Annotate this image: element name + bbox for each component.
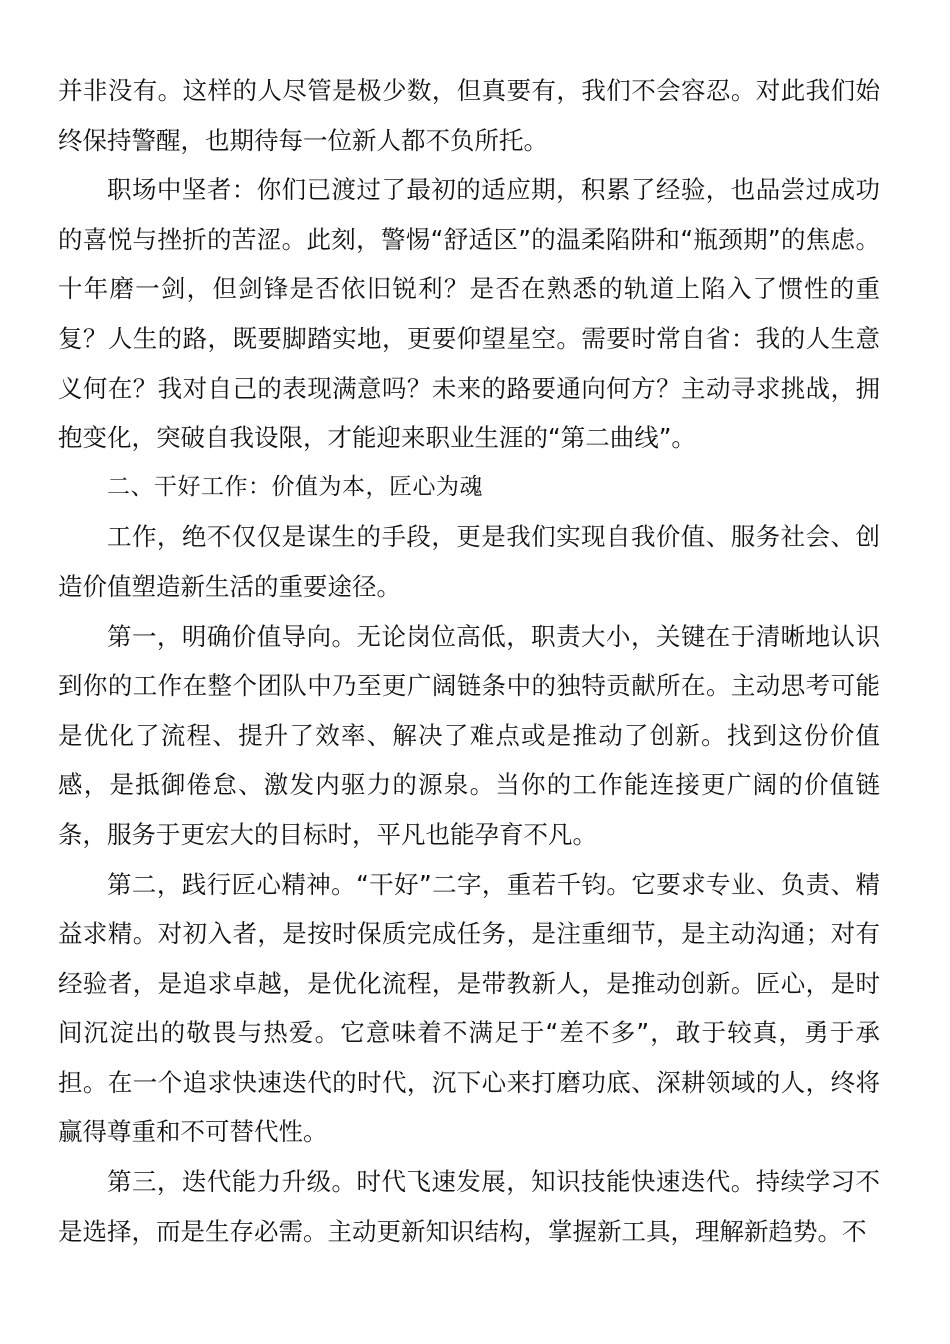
paragraph-work-meaning: 工作，绝不仅仅是谋生的手段，更是我们实现自我价值、服务社会、创造价值塑造新生活的重要途径。	[58, 522, 880, 601]
section-heading: 二、干好工作：价值为本，匠心为魂	[107, 473, 483, 500]
paragraph-point-two: 第二，践行匠心精神。“干好”二字，重若千钧。它要求专业、负责、精益求精。对初入者，是按时保质完成任务，是注重细节，是主动沟通；对有经验者，是追求卓越，是优化流程，是带教新人，是推动创新。匠心，是时间沉淀出的敬畏与热爱。它意味着不满足于“差不多”，敢于较真，勇于承担。在一个追求快速迭代的时代，沉下心来打磨功底、深耕领域的人，终将赢得尊重和不可替代性。	[58, 869, 880, 1147]
paragraph-mid-career: 职场中坚者：你们已渡过了最初的适应期，积累了经验，也品尝过成功的喜悦与挫折的苦涩。此刻，警惕“舒适区”的温柔陷阱和“瓶颈期”的焦虑。十年磨一剑，但剑锋是否依旧锐利？是否在熟悉的轨道上陷入了惯性的重复？人生的路，既要脚踏实地，更要仰望星空。需要时常自省：我的人生意义何在？我对自己的表现满意吗？未来的路要通向何方？主动寻求挑战，拥抱变化，突破自我设限，才能迎来职业生涯的“第二曲线”。	[58, 175, 880, 453]
document-page	[58, 66, 880, 1256]
paragraph-continuation: 并非没有。这样的人尽管是极少数，但真要有，我们不会容忍。对此我们始终保持警醒，也期待每一位新人都不负所托。	[58, 76, 880, 155]
paragraph-point-three: 第三，迭代能力升级。时代飞速发展，知识技能快速迭代。持续学习不是选择，而是生存必需。主动更新知识结构，掌握新工具，理解新趋势。不	[58, 1167, 880, 1246]
paragraph-point-one: 第一，明确价值导向。无论岗位高低，职责大小，关键在于清晰地认识到你的工作在整个团队中乃至更广阔链条中的独特贡献所在。主动思考可能是优化了流程、提升了效率、解决了难点或是推动了创新。找到这份价值感，是抵御倦怠、激发内驱力的源泉。当你的工作能连接更广阔的价值链条，服务于更宏大的目标时，平凡也能孕育不凡。	[58, 621, 880, 849]
